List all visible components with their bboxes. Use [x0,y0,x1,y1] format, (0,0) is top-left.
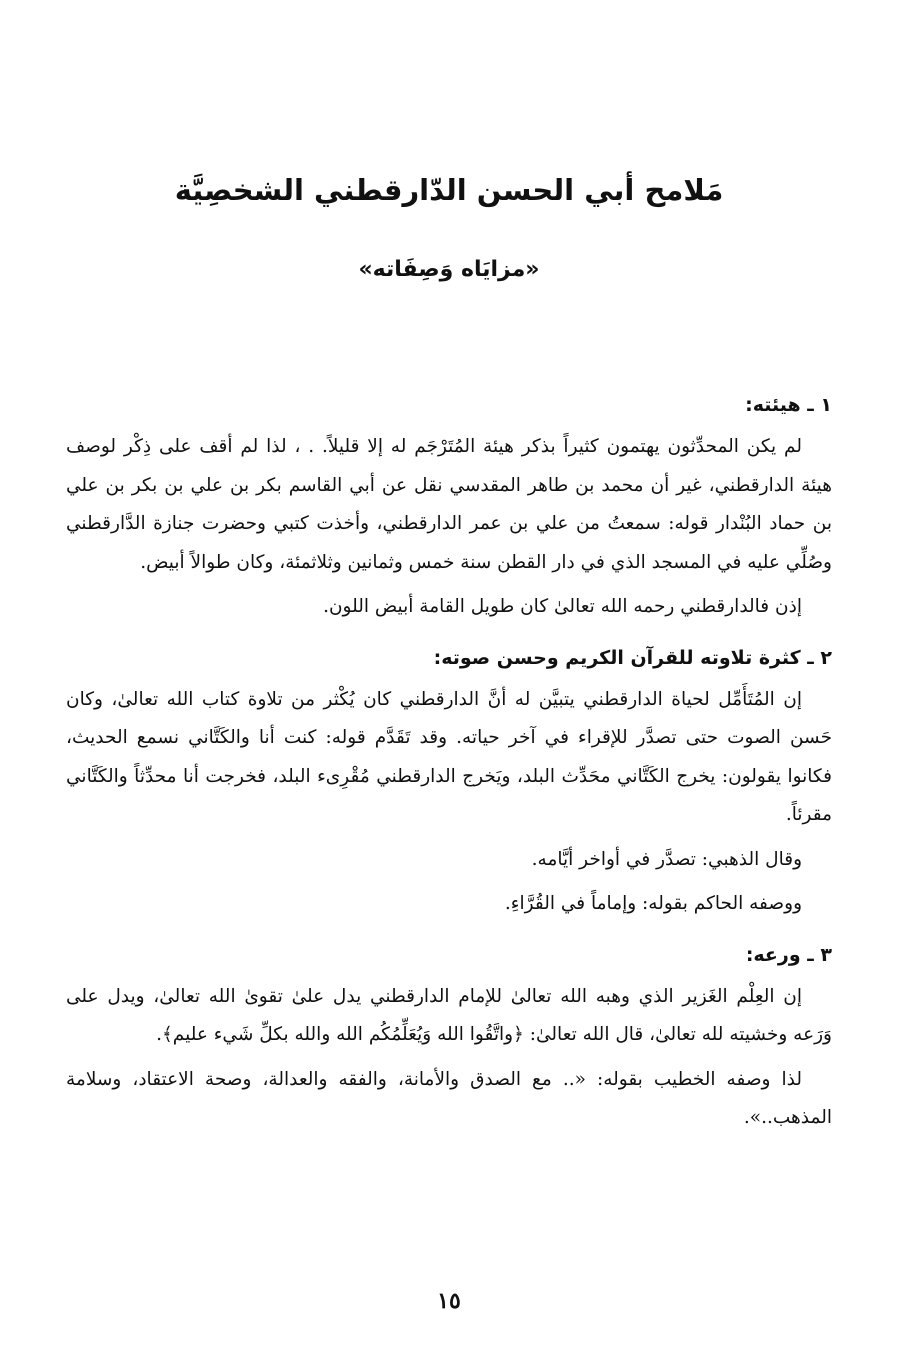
page-title: مَلامح أبي الحسن الدّارقطني الشخصِيَّة [174,173,724,207]
page-number: ١٥ [437,1288,461,1314]
paragraph: إذن فالدارقطني رحمه الله تعالىٰ كان طويل القامة أبيض اللون. [323,596,802,617]
paragraph: ووصفه الحاكم بقوله: وإماماً في القُرَّاءِ. [504,893,802,914]
section-appearance [66,386,832,627]
page-body [66,386,832,1144]
page-subtitle: «مزايَاه وَصِفَاته» [358,257,540,282]
paragraph: إن العِلْم الغَزير الذي وهبه الله تعالىٰ للإمام الدارقطني يدل علىٰ تقوىٰ الله تعالىٰ، ويدل على وَرَعه وخشيته لله تعالىٰ، قال الله تعالىٰ: ﴿واتَّقُوا الله وَيُعَلِّمُكُم الله والله بكلِّ شَيء عليم﴾. [66,985,832,1045]
section-heading: ٣ ـ ورعه: [745,943,832,966]
paragraph: وقال الذهبي: تصدَّر في أواخر أيَّامه. [531,848,802,870]
section-heading: ٢ ـ كثرة تلاوته للقرآن الكريم وحسن صوته: [433,646,832,669]
section-heading: ١ ـ هيئته: [745,394,832,416]
paragraph: لم يكن المحدِّثون يهتمون كثيراً بذكر هيئة المُتَرْجَم له إلا قليلاً. . ، لذا لم أقف على ذِكْر لوصف هيئة الدارقطني، غير أن محمد بن طاهر المقدسي نقل عن أبي القاسم بكر بن علي بن بكر بن علي بن حماد البُنْدار قوله: سمعتُ من علي بن عمر الدارقطني، وأخذت كتبي وحضرت جنازة الدَّارقطني وصُلِّي عليه في المسجد الذي في دار القطن سنة خمس وثمانين وثلاثمئة، وكان طوالاً أبيض. [66,436,832,573]
paragraph: إن المُتَأَمِّل لحياة الدارقطني يتبيَّن له أنَّ الدارقطني كان يُكْثر من تلاوة كتاب الله تعالىٰ، وكان حَسن الصوت حتى تصدَّر للإقراء في آخر حياته. وقد تَقَدَّم قوله: كنت أنا والكَتَّاني نسمع الحديث، فكانوا يقولون: يخرج الكَتَّاني محَدِّث البلد، ويَخرج الدارقطني مُقْرِىء البلد، فخرجت أنا محدِّثاً والكَتَّاني مقرئاً. [66,688,832,825]
paragraph: لذا وصفه الخطيب بقوله: «.. مع الصدق والأمانة، والفقه والعدالة، وصحة الاعتقاد، وسلامة المذهب..». [66,1068,832,1128]
section-piety [66,936,832,1138]
section-recitation [66,639,832,924]
